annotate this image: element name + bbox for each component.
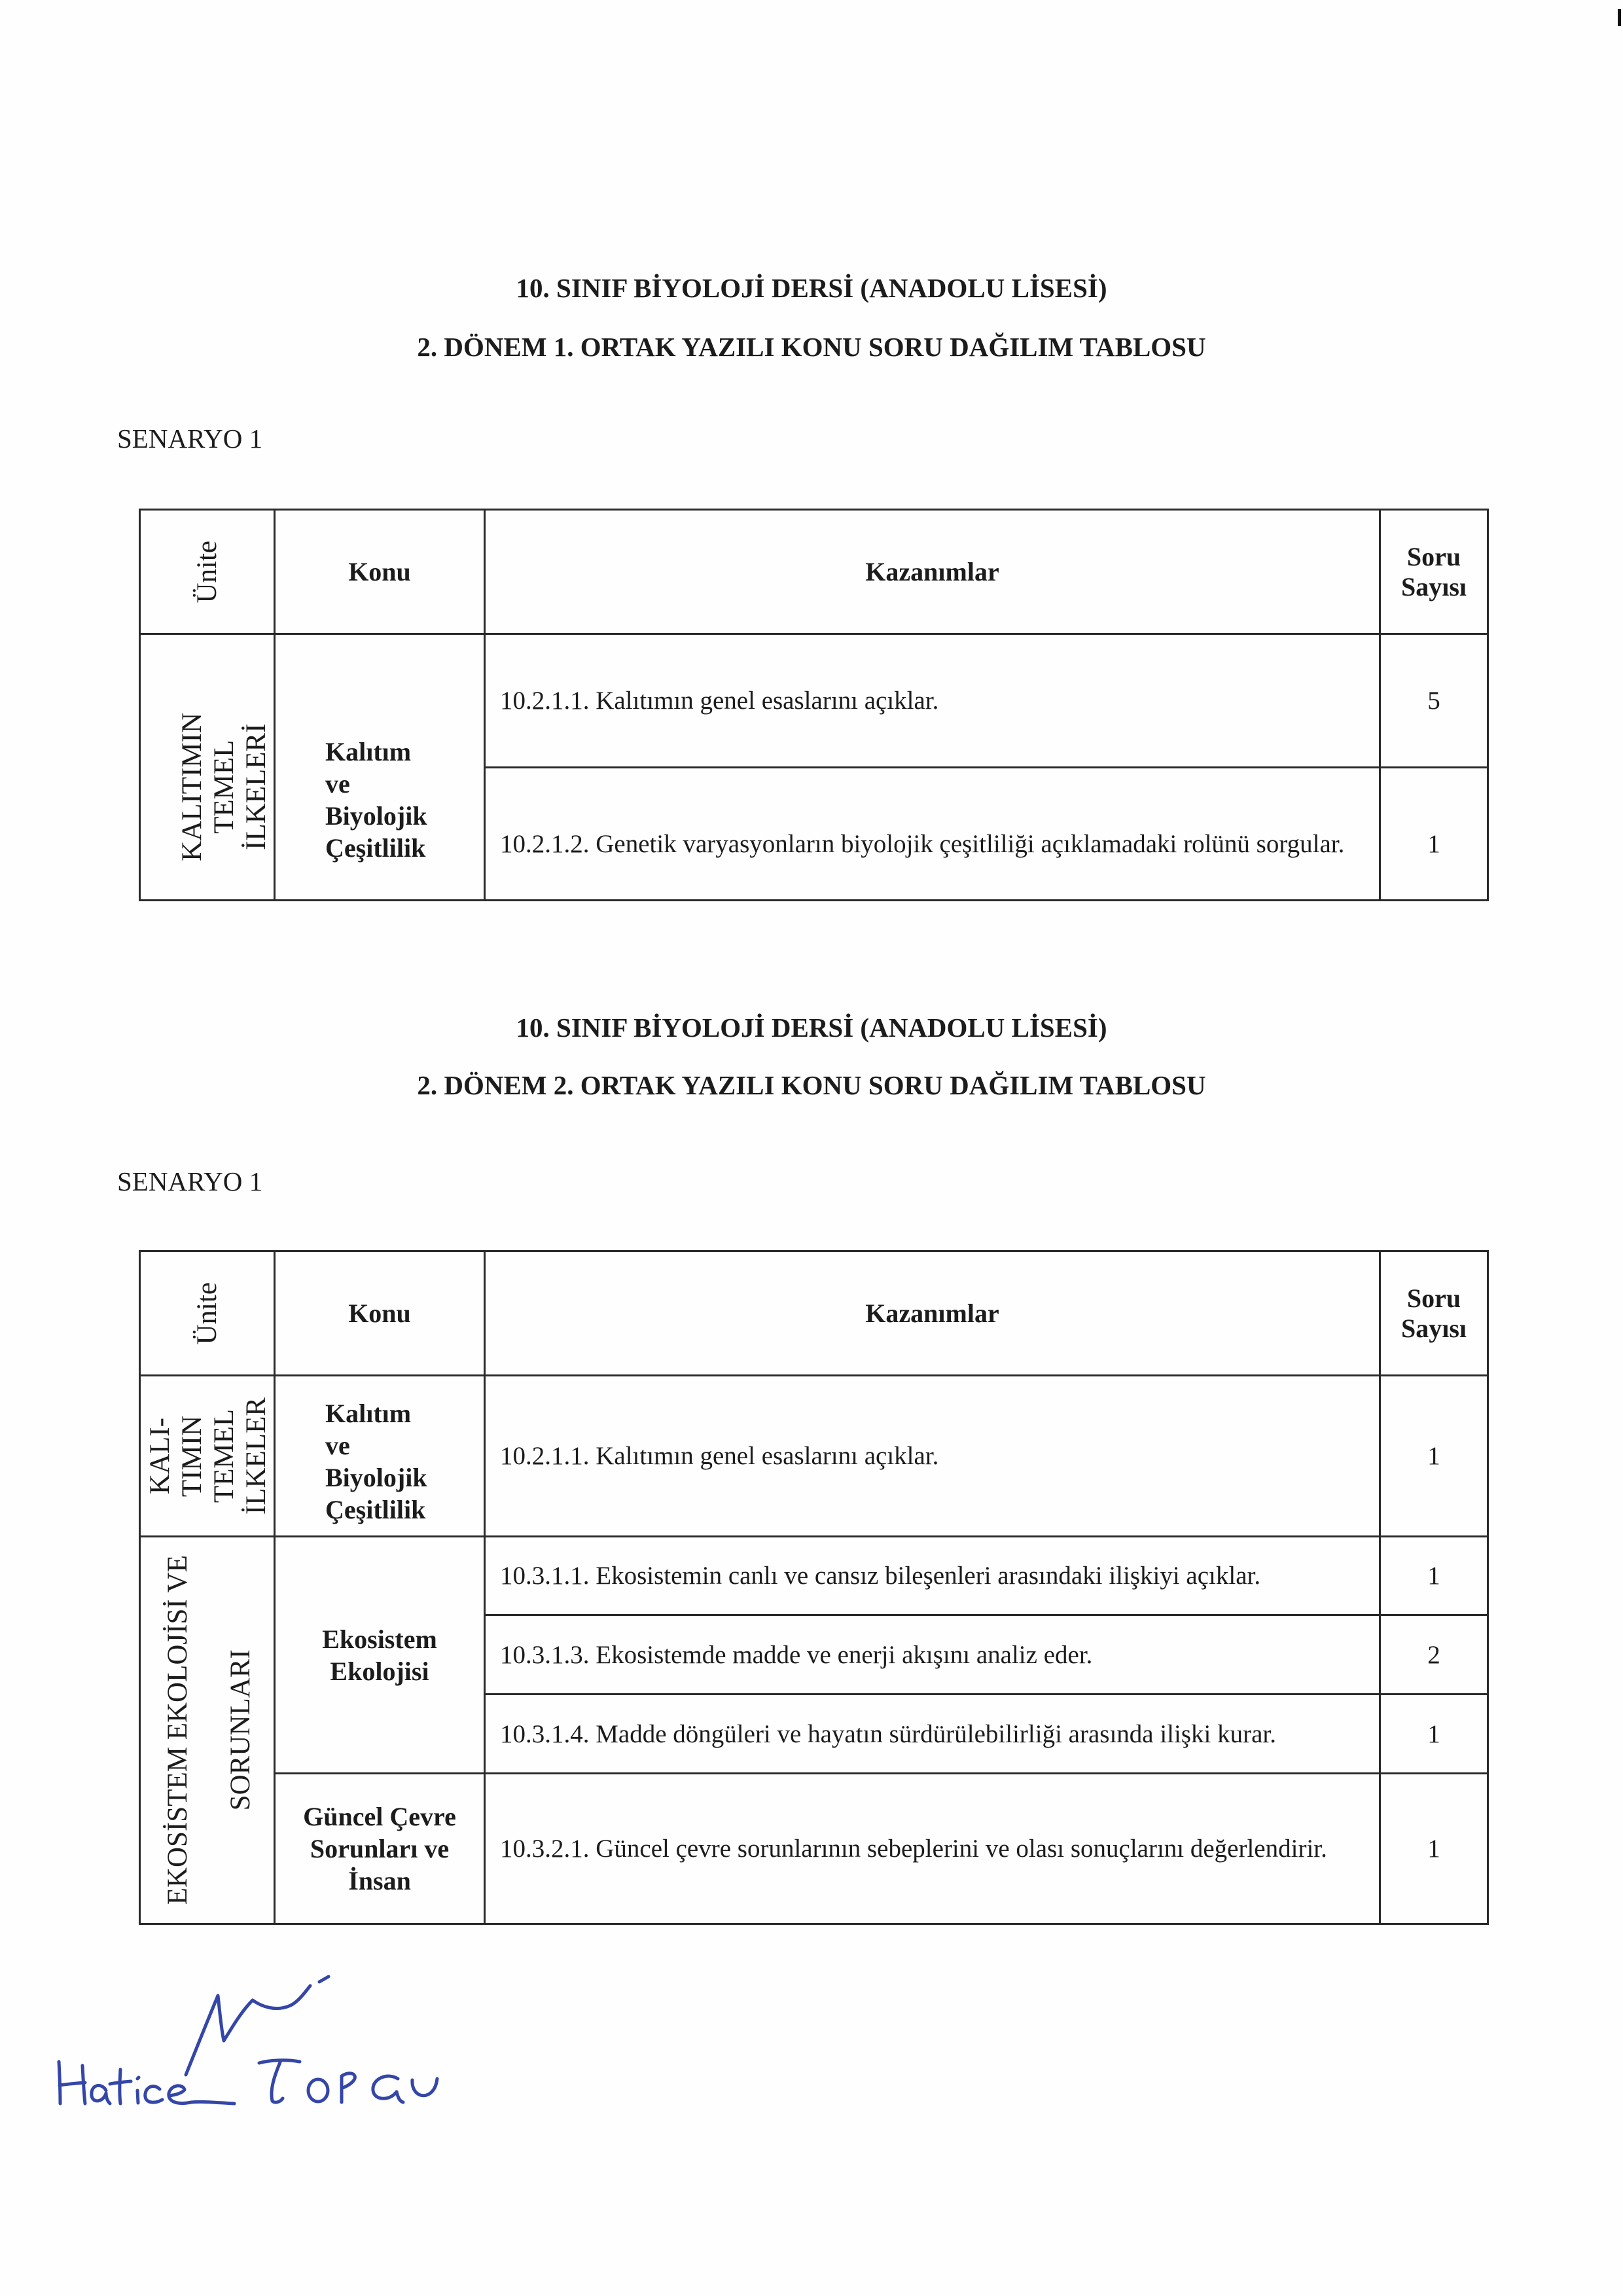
topic-label-line: İnsan (348, 1866, 411, 1895)
header-unite (140, 510, 275, 634)
outcome-text: 10.2.1.2. Genetik varyasyonların biyolojik çeşitliliği açıklamadaki rolünü sorgular. (485, 768, 1380, 901)
unit-label-line: İLKELER (241, 1397, 272, 1515)
unit-label-line: EKOSİSTEM EKOLOJİSİ VE (162, 1555, 193, 1905)
header-konu: Konu (275, 1251, 485, 1376)
question-count: 1 (1380, 1774, 1488, 1924)
topic-label-line: ve (325, 1430, 350, 1460)
signature-scrawl (186, 1977, 329, 2075)
header-unite-label: Ünite (192, 1282, 223, 1345)
header-unite-label: Ünite (192, 540, 223, 603)
topic-label-line: Güncel Çevre (303, 1802, 456, 1831)
outcome-text: 10.3.1.4. Madde döngüleri ve hayatın sürdürülebilirliği arasında ilişki kurar. (485, 1695, 1380, 1774)
question-count: 2 (1380, 1615, 1488, 1695)
document-subtitle: 2. DÖNEM 2. ORTAK YAZILI KONU SORU DAĞILIM TABLOSU (417, 1070, 1206, 1100)
header-row (140, 1251, 1488, 1376)
table-row (140, 1376, 1488, 1537)
header-unite-rotated (191, 541, 223, 603)
topic-label-line: Ekosistem (322, 1624, 437, 1654)
scenario-label: SENARYO 1 (117, 423, 263, 454)
topic-label-line: Biyolojik (325, 801, 427, 831)
outcome-text: 10.3.1.3. Ekosistemde madde ve enerji akışını analiz eder. (485, 1615, 1380, 1695)
unit-label-rotated (144, 1397, 272, 1515)
unit-cell (140, 1537, 275, 1924)
document-title: 10. SINIF BİYOLOJİ DERSİ (ANADOLU LİSESİ) (516, 1013, 1107, 1043)
topic-label-line: Çeşitlilik (325, 833, 426, 863)
outcome-text: 10.2.1.1. Kalıtımın genel esaslarını açıklar. (485, 634, 1380, 768)
topic-cell (275, 1537, 485, 1774)
signature-first-name (59, 2062, 234, 2104)
topic-label-line: ve (325, 769, 350, 798)
unit-label-line: KALITIMIN (177, 712, 207, 861)
table-row (140, 634, 1488, 768)
topic-cell (275, 1774, 485, 1924)
unit-label-line: TIMIN (177, 1415, 207, 1497)
topic-cell (275, 1376, 485, 1537)
table-row (140, 1774, 1488, 1924)
header-kazanimlar: Kazanımlar (485, 510, 1380, 634)
question-count: 5 (1380, 634, 1488, 768)
handwritten-signature (39, 1964, 497, 2134)
unit-label-rotated (147, 1555, 272, 1905)
document-title: 10. SINIF BİYOLOJİ DERSİ (ANADOLU LİSESİ) (516, 273, 1107, 303)
unit-label-rotated (176, 713, 272, 861)
header-soru-sayisi: Soru Sayısı (1380, 510, 1488, 634)
topic-cell (275, 634, 485, 901)
header-unite (140, 1251, 275, 1376)
distribution-table-2 (139, 1250, 1489, 1925)
scenario-label: SENARYO 1 (117, 1166, 263, 1196)
topic-label-line: Kalıtım (325, 737, 412, 766)
question-count: 1 (1380, 1376, 1488, 1537)
topic-label-line: Sorunları ve (310, 1834, 450, 1863)
topic-label-line: Ekolojisi (330, 1656, 429, 1686)
unit-cell (140, 1376, 275, 1537)
topic-label-line: Biyolojik (325, 1462, 427, 1492)
topic-label-line: Çeşitlilik (325, 1494, 426, 1524)
question-count: 1 (1380, 768, 1488, 901)
unit-label-line: İLKELERİ (241, 723, 272, 850)
header-konu: Konu (275, 510, 485, 634)
unit-label-line: SORUNLARI (225, 1649, 256, 1811)
scan-mark (1618, 9, 1621, 26)
outcome-text: 10.3.1.1. Ekosistemin canlı ve cansız bileşenleri arasındaki ilişkiyi açıklar. (485, 1537, 1380, 1615)
question-count: 1 (1380, 1695, 1488, 1774)
header-soru-sayisi: Soru Sayısı (1380, 1251, 1488, 1376)
signature-last-name (259, 2060, 437, 2102)
unit-cell (140, 634, 275, 901)
unit-label-line: TEMEL (209, 1408, 240, 1503)
header-kazanimlar: Kazanımlar (485, 1251, 1380, 1376)
distribution-table-1 (139, 509, 1489, 901)
topic-label-line: Kalıtım (325, 1398, 412, 1428)
unit-label-line: KALI- (145, 1418, 175, 1495)
unit-label-line: TEMEL (209, 740, 240, 834)
outcome-text: 10.3.2.1. Güncel çevre sorunlarının sebeplerini ve olası sonuçlarını değerlendirir. (485, 1774, 1380, 1924)
header-row (140, 510, 1488, 634)
header-unite-rotated (191, 1282, 223, 1345)
table-row (140, 1537, 1488, 1615)
document-subtitle: 2. DÖNEM 1. ORTAK YAZILI KONU SORU DAĞILIM TABLOSU (417, 332, 1206, 362)
question-count: 1 (1380, 1537, 1488, 1615)
outcome-text: 10.2.1.1. Kalıtımın genel esaslarını açıklar. (485, 1376, 1380, 1537)
